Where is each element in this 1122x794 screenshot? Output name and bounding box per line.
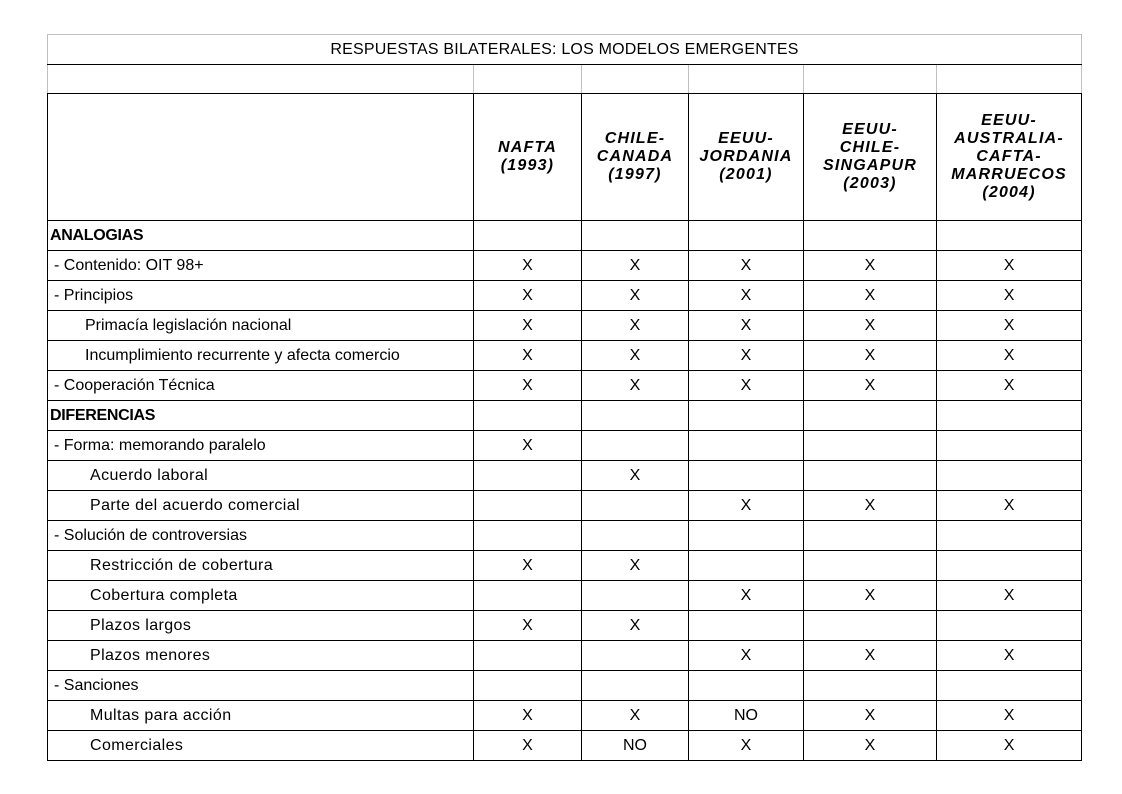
row-label: - Principios (48, 281, 474, 311)
comparison-table (47, 34, 1082, 761)
mark-cell: X (804, 281, 937, 311)
mark-cell (804, 431, 937, 461)
blank-cell (689, 65, 804, 94)
column-header-row (48, 94, 1082, 221)
mark-cell: X (937, 641, 1082, 671)
mark-cell: X (474, 281, 582, 311)
mark-cell: X (474, 701, 582, 731)
mark-cell: X (582, 461, 689, 491)
mark-cell (582, 431, 689, 461)
table-row (48, 371, 1082, 401)
mark-cell (937, 671, 1082, 701)
mark-cell (804, 221, 937, 251)
mark-cell (937, 611, 1082, 641)
column-header: NAFTA (1993) (474, 94, 582, 221)
section-label: ANALOGIAS (48, 221, 474, 251)
table-row (48, 431, 1082, 461)
section-label: DIFERENCIAS (48, 401, 474, 431)
table-row (48, 341, 1082, 371)
column-header: EEUU- JORDANIA (2001) (689, 94, 804, 221)
mark-cell (804, 401, 937, 431)
mark-cell: X (689, 491, 804, 521)
table-row (48, 731, 1082, 761)
table-row (48, 641, 1082, 671)
row-label: Multas para acción (48, 701, 474, 731)
mark-cell: X (804, 371, 937, 401)
mark-cell (582, 221, 689, 251)
row-label: - Forma: memorando paralelo (48, 431, 474, 461)
mark-cell: X (937, 251, 1082, 281)
mark-cell: X (937, 731, 1082, 761)
mark-cell: X (474, 371, 582, 401)
blank-cell (804, 65, 937, 94)
mark-cell (474, 671, 582, 701)
mark-cell (804, 551, 937, 581)
mark-cell (582, 521, 689, 551)
mark-cell (937, 551, 1082, 581)
mark-cell: X (582, 701, 689, 731)
mark-cell (582, 581, 689, 611)
mark-cell: X (582, 281, 689, 311)
mark-cell: X (474, 731, 582, 761)
mark-cell (474, 401, 582, 431)
blank-cell (937, 65, 1082, 94)
blank-row (48, 65, 1082, 94)
mark-cell: X (689, 341, 804, 371)
section-row (48, 221, 1082, 251)
mark-cell: X (804, 641, 937, 671)
column-header: EEUU- AUSTRALIA- CAFTA- MARRUECOS (2004) (937, 94, 1082, 221)
mark-cell (689, 521, 804, 551)
column-header: CHILE- CANADA (1997) (582, 94, 689, 221)
mark-cell: X (937, 581, 1082, 611)
mark-cell: X (804, 581, 937, 611)
mark-cell: X (689, 371, 804, 401)
row-label: - Cooperación Técnica (48, 371, 474, 401)
row-label: Parte del acuerdo comercial (48, 491, 474, 521)
row-label: Restricción de cobertura (48, 551, 474, 581)
row-label: Plazos largos (48, 611, 474, 641)
mark-cell: X (582, 551, 689, 581)
table-row (48, 581, 1082, 611)
mark-cell (804, 521, 937, 551)
row-label: - Solución de controversias (48, 521, 474, 551)
row-label: Incumplimiento recurrente y afecta comercio (48, 341, 474, 371)
mark-cell (937, 401, 1082, 431)
mark-cell: NO (582, 731, 689, 761)
title-row (48, 35, 1082, 65)
row-label: Plazos menores (48, 641, 474, 671)
mark-cell (937, 521, 1082, 551)
mark-cell: X (474, 551, 582, 581)
mark-cell (474, 581, 582, 611)
header-corner-cell (48, 94, 474, 221)
mark-cell: X (474, 431, 582, 461)
mark-cell (689, 611, 804, 641)
mark-cell: X (804, 311, 937, 341)
mark-cell (582, 401, 689, 431)
mark-cell (474, 491, 582, 521)
mark-cell (804, 671, 937, 701)
row-label: Acuerdo laboral (48, 461, 474, 491)
table-title: RESPUESTAS BILATERALES: LOS MODELOS EMERGENTES (48, 35, 1082, 65)
mark-cell: X (582, 251, 689, 281)
blank-cell (48, 65, 474, 94)
mark-cell: X (582, 341, 689, 371)
mark-cell: X (804, 341, 937, 371)
mark-cell (582, 491, 689, 521)
mark-cell: X (582, 371, 689, 401)
mark-cell: X (804, 251, 937, 281)
table-row (48, 491, 1082, 521)
mark-cell (804, 461, 937, 491)
section-row (48, 401, 1082, 431)
table-row (48, 671, 1082, 701)
table-row (48, 461, 1082, 491)
row-label: - Contenido: OIT 98+ (48, 251, 474, 281)
mark-cell (689, 431, 804, 461)
mark-cell: X (937, 341, 1082, 371)
row-label: Comerciales (48, 731, 474, 761)
mark-cell: X (804, 701, 937, 731)
table-row (48, 251, 1082, 281)
table-row (48, 551, 1082, 581)
mark-cell (804, 611, 937, 641)
table-row (48, 281, 1082, 311)
mark-cell (937, 461, 1082, 491)
column-header: EEUU- CHILE- SINGAPUR (2003) (804, 94, 937, 221)
mark-cell: X (474, 311, 582, 341)
mark-cell (689, 671, 804, 701)
mark-cell: X (804, 491, 937, 521)
mark-cell: X (937, 701, 1082, 731)
mark-cell: X (689, 251, 804, 281)
table-row (48, 611, 1082, 641)
mark-cell: X (582, 611, 689, 641)
mark-cell (582, 671, 689, 701)
mark-cell (474, 221, 582, 251)
mark-cell (474, 641, 582, 671)
mark-cell (689, 461, 804, 491)
blank-cell (582, 65, 689, 94)
mark-cell (689, 401, 804, 431)
mark-cell (474, 521, 582, 551)
table-row (48, 311, 1082, 341)
blank-cell (474, 65, 582, 94)
row-label: - Sanciones (48, 671, 474, 701)
row-label: Primacía legislación nacional (48, 311, 474, 341)
mark-cell (937, 431, 1082, 461)
mark-cell: X (474, 251, 582, 281)
mark-cell: X (474, 611, 582, 641)
mark-cell: X (937, 311, 1082, 341)
mark-cell: X (582, 311, 689, 341)
mark-cell: X (804, 731, 937, 761)
table-row (48, 521, 1082, 551)
mark-cell: X (689, 581, 804, 611)
mark-cell (474, 461, 582, 491)
mark-cell: NO (689, 701, 804, 731)
mark-cell (937, 221, 1082, 251)
mark-cell: X (689, 281, 804, 311)
mark-cell (689, 551, 804, 581)
mark-cell (582, 641, 689, 671)
mark-cell: X (474, 341, 582, 371)
row-label: Cobertura completa (48, 581, 474, 611)
mark-cell: X (937, 371, 1082, 401)
mark-cell: X (689, 731, 804, 761)
mark-cell: X (689, 641, 804, 671)
mark-cell: X (689, 311, 804, 341)
mark-cell: X (937, 491, 1082, 521)
mark-cell (689, 221, 804, 251)
mark-cell: X (937, 281, 1082, 311)
table-row (48, 701, 1082, 731)
